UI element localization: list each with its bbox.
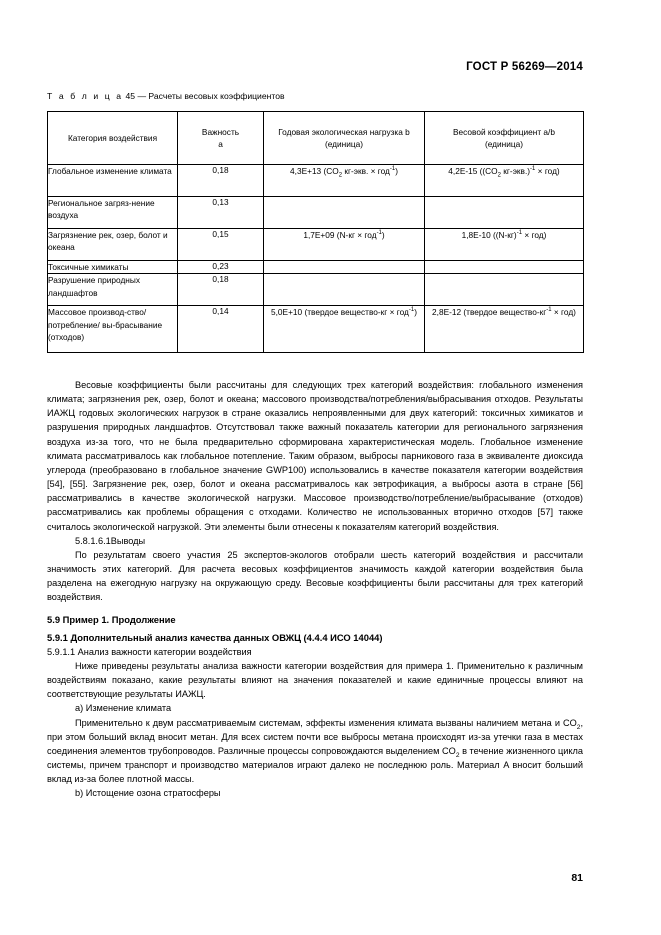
- cell-weight-coefficient: 2,8E-12 (твердое вещество-$кг^{-1} \times год$): [425, 306, 584, 353]
- table-row: [48, 261, 584, 274]
- body-text-region: [47, 378, 583, 801]
- standard-identifier: ГОСТ Р 56269—2014: [466, 61, 583, 73]
- cell-category: Разрушение природных ландшафтов: [48, 274, 178, 306]
- cell-importance: 0,13: [178, 197, 264, 229]
- cell-weight-coefficient: [425, 261, 584, 274]
- heading-conclusions: 5.8.1.6.1Выводы: [75, 535, 146, 546]
- paragraph-significance-results: Ниже приведены результаты анализа важности категории воздействия для примера 1. Применительно к различным воздействиям показано, какие результаты влияют на значения показателей и какие единичные процессы влияют на соответствующие результаты ИАЖЦ.: [47, 660, 583, 700]
- cell-annual-load: [264, 274, 425, 306]
- column-header-importance-line2: a: [218, 139, 223, 149]
- cell-annual-load: [264, 197, 425, 229]
- cell-category: Токсичные химикаты: [48, 261, 178, 274]
- column-header-weight-coefficient: [425, 112, 584, 165]
- table-body: [48, 165, 584, 353]
- table-caption-number: 45: [125, 91, 136, 101]
- table-caption-label: Т а б л и ц а: [47, 91, 124, 101]
- column-header-importance: [178, 112, 264, 165]
- cell-weight-coefficient: 4,2E-15 (($CO_2$ кг-экв.)$^{-1}$ × год): [425, 165, 584, 197]
- paragraph-expert-results: По результатам своего участия 25 экспертов-экологов отобрали шесть категорий воздействия и рассчитали значимость этих категорий. Для расчета весовых коэффициентов значимость каждой категории воздействия была разделена на ежегодную нагрузку на окружающую среду. Весовые коэффициенты были рассчитаны для трех категорий воздействия.: [47, 549, 583, 603]
- cell-annual-load: 1,7E+09 (N-кг × год$^{-1}$): [264, 229, 425, 261]
- cell-weight-coefficient: [425, 274, 584, 306]
- heading-significance-analysis: 5.9.1.1 Анализ важности категории воздействия: [47, 646, 252, 657]
- cell-weight-coefficient: [425, 197, 584, 229]
- table-row: [48, 197, 584, 229]
- cell-annual-load: [264, 261, 425, 274]
- cell-importance: 0,18: [178, 165, 264, 197]
- table-caption: [47, 91, 285, 101]
- cell-importance: 0,23: [178, 261, 264, 274]
- cell-weight-coefficient: 1,8E-10 $((N-кг)^{-1} \times год)$: [425, 229, 584, 261]
- column-header-weight-coefficient-line2: (единица): [484, 139, 524, 149]
- column-header-annual-load-line1: Годовая экологическая нагрузка b: [278, 126, 410, 137]
- column-header-category: [48, 112, 178, 165]
- page-number: 81: [571, 872, 583, 884]
- table-row: [48, 306, 584, 353]
- column-header-annual-load-line2: (единица): [324, 139, 364, 149]
- table-header-row: [48, 112, 584, 165]
- paragraph-weighting-summary: Весовые коэффициенты были рассчитаны для следующих трех категорий воздействия: глобального изменения климата; загрязнения рек, озер, болот и океана; массового производства/потребления/выбрасывания отходов. Результаты ИАЖЦ годовых экологических нагрузок в стране оказались непроявленными для двух категорий: токсичных химикатов и разрушения природных ландшафтов. Отсутствовал также важный показатель категории для регионального загрязнения воздуха из-за того, что не была предварительно сформирована характеристическая модель. Глобальное изменение климата рассматривалось как глобальное потепление. Таким образом, выбросы парникового газа в эквиваленте диоксида углерода (преобразовано в глобальное значение GWP100) использовались в качестве показателя категории воздействия [54], [55]. Загрязнение рек, озер, болот и океана рассматривалось как эвтрофикация, а выбросы азота в стране [56] рассматривались в качестве экологической нагрузки. Массовое производство/потребление/выбрасывание (отходов) рассматривались как проблемы обращения с отходами. Количество не использованных вторично отходов [57] также считалось экологической нагрузкой. Эти элементы были отнесены к показателям категорий воздействия.: [47, 380, 583, 532]
- cell-category: Глобальное изменение климата: [48, 165, 178, 197]
- table-caption-dash: —: [137, 91, 147, 101]
- column-header-importance-line1: Важность: [201, 126, 240, 137]
- list-item-ozone-depletion: b) Истощение озона стратосферы: [75, 788, 221, 799]
- heading-example-continued: 5.9 Пример 1. Продолжение: [47, 613, 176, 625]
- cell-importance: 0,14: [178, 306, 264, 353]
- table-row: [48, 165, 584, 197]
- list-item-climate-change: a) Изменение климата: [75, 703, 172, 714]
- cell-category: Массовое производ-ство/ потребление/ вы-брасывание (отходов): [48, 306, 178, 353]
- cell-importance: 0,15: [178, 229, 264, 261]
- column-header-weight-coefficient-line1: Весовой коэффициент a/b: [453, 126, 555, 137]
- cell-category: Загрязнение рек, озер, болот и океана: [48, 229, 178, 261]
- table-caption-title: Расчеты весовых коэффициентов: [148, 91, 285, 101]
- table-row: [48, 229, 584, 261]
- column-header-category-line1: Категория воздействия: [67, 132, 158, 143]
- cell-annual-load: 5,0E+10 (твердое вещество-кг × год$^{-1}$): [264, 306, 425, 353]
- cell-importance: 0,18: [178, 274, 264, 306]
- cell-category: Региональное загряз-нение воздуха: [48, 197, 178, 229]
- cell-annual-load: 4,3E+13 ($CO_2$ кг-экв. × год$^{-1}$): [264, 165, 425, 197]
- paragraph-climate-change: Применительно к двум рассматриваемым системам, эффекты изменения климата вызваны наличием метана и $CO_2$, при этом больший вклад вносит метан. Для всех систем почти все выбросы метана происходят из-за утечки газа в местах соединения элементов трубопроводов. Различные процессы сопровождаются выделением $CO_2$ в течение жизненного цикла системы, причем транспорт и производство материалов играют далеко не последнюю роль. Материал A вносит больший вклад из-за более плотной массы.: [47, 717, 583, 785]
- weighting-coefficients-table: [47, 111, 584, 353]
- heading-additional-data-quality: 5.9.1 Дополнительный анализ качества данных ОВЖЦ (4.4.4 ИСО 14044): [47, 631, 383, 643]
- column-header-annual-load: [264, 112, 425, 165]
- table-row: [48, 274, 584, 306]
